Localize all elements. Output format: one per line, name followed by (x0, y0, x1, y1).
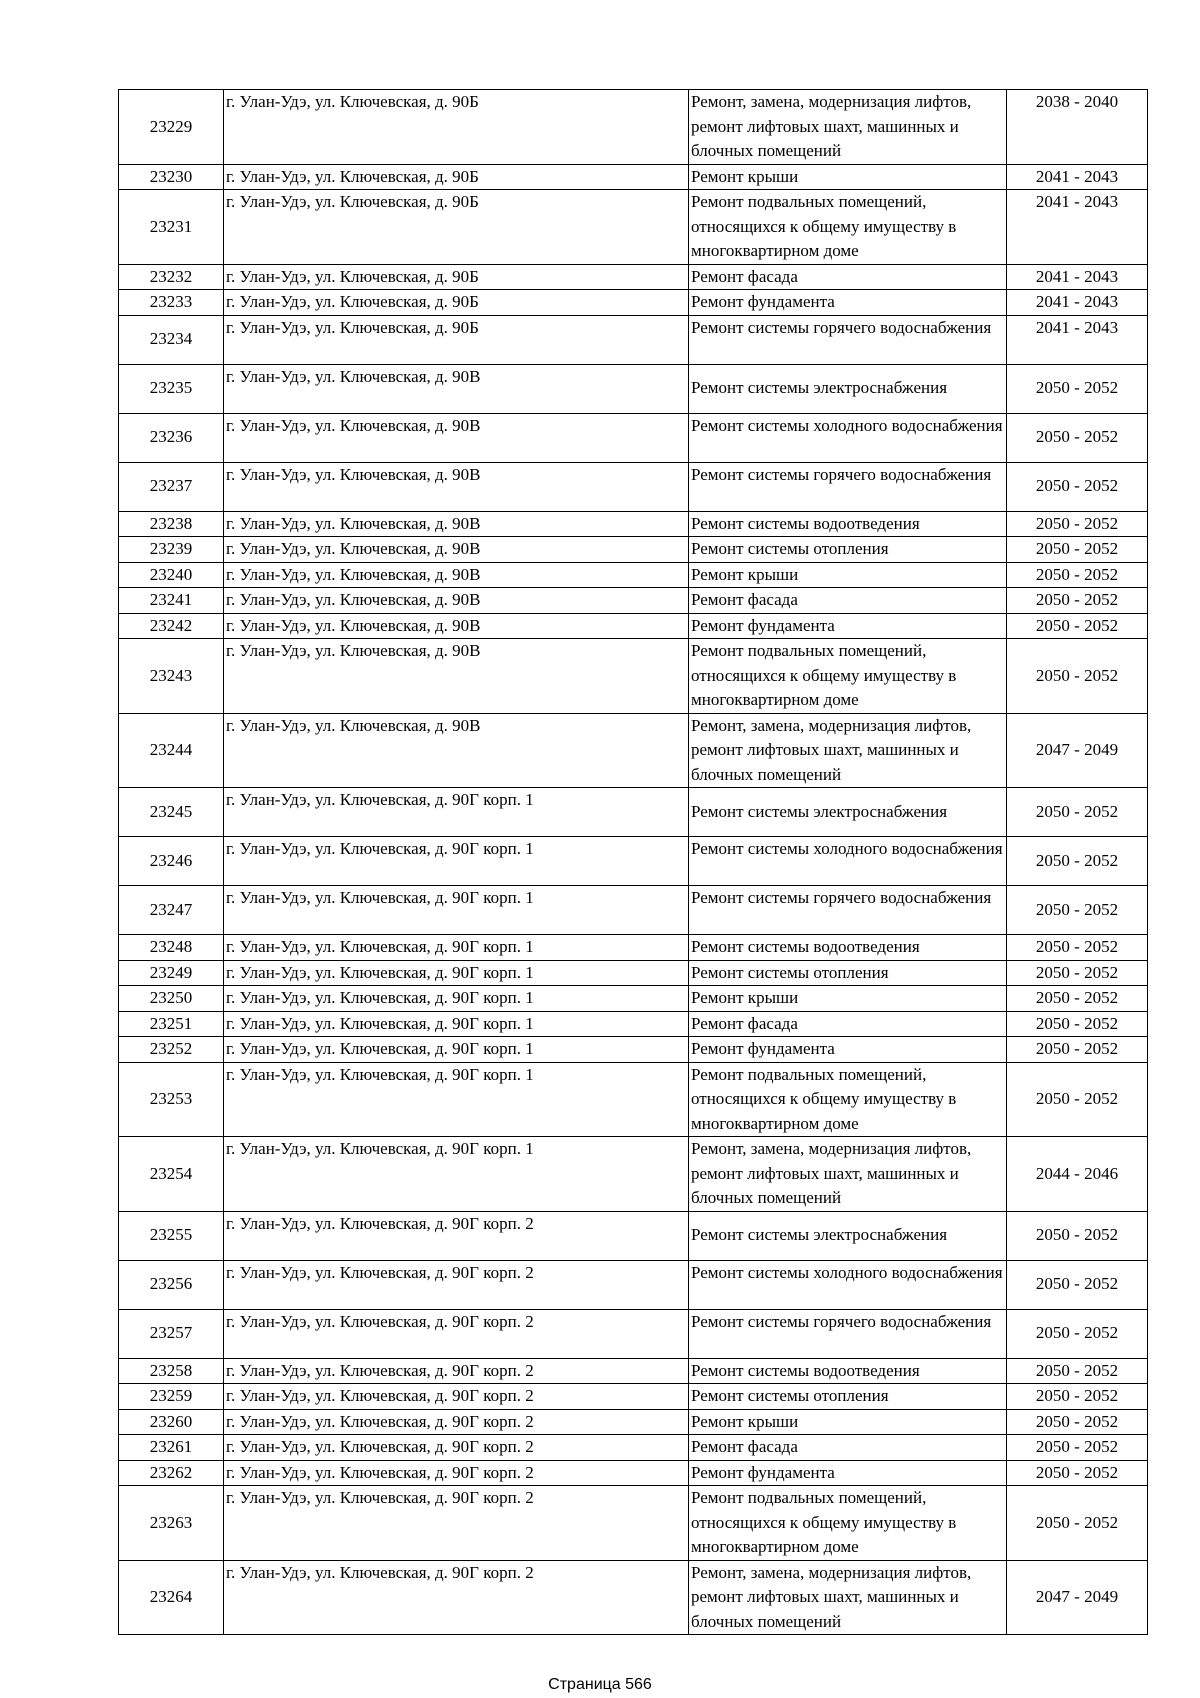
work-type-cell: Ремонт системы отопления (689, 960, 1007, 986)
period-cell: 2041 - 2043 (1007, 315, 1148, 364)
period-cell: 2050 - 2052 (1007, 364, 1148, 413)
table-row (119, 413, 1148, 462)
address-cell: г. Улан-Удэ, ул. Ключевская, д. 90Г корп. 1 (224, 886, 689, 935)
table-row (119, 1560, 1148, 1635)
row-number-cell: 23241 (119, 588, 224, 614)
table-row (119, 1384, 1148, 1410)
address-cell: г. Улан-Удэ, ул. Ключевская, д. 90В (224, 639, 689, 714)
table-row (119, 713, 1148, 788)
work-type-cell: Ремонт, замена, модернизация лифтов, ремонт лифтовых шахт, машинных и блочных помещений (689, 1560, 1007, 1635)
work-type-cell: Ремонт системы горячего водоснабжения (689, 886, 1007, 935)
row-number-cell: 23264 (119, 1560, 224, 1635)
row-number-cell: 23260 (119, 1409, 224, 1435)
table-row (119, 264, 1148, 290)
row-number-cell: 23233 (119, 290, 224, 316)
period-cell: 2050 - 2052 (1007, 1211, 1148, 1260)
table-row (119, 1062, 1148, 1137)
work-type-cell: Ремонт фасада (689, 1435, 1007, 1461)
period-cell: 2050 - 2052 (1007, 462, 1148, 511)
period-cell: 2050 - 2052 (1007, 960, 1148, 986)
work-type-cell: Ремонт системы холодного водоснабжения (689, 413, 1007, 462)
work-type-cell: Ремонт системы горячего водоснабжения (689, 1309, 1007, 1358)
row-number-cell: 23246 (119, 837, 224, 886)
table-row (119, 1211, 1148, 1260)
table-row (119, 1486, 1148, 1561)
table-row (119, 588, 1148, 614)
row-number-cell: 23230 (119, 164, 224, 190)
address-cell: г. Улан-Удэ, ул. Ключевская, д. 90Г корп. 1 (224, 1137, 689, 1212)
work-type-cell: Ремонт подвальных помещений, относящихся к общему имуществу в многоквартирном доме (689, 1062, 1007, 1137)
work-type-cell: Ремонт системы водоотведения (689, 1358, 1007, 1384)
row-number-cell: 23237 (119, 462, 224, 511)
table-row (119, 1409, 1148, 1435)
address-cell: г. Улан-Удэ, ул. Ключевская, д. 90Г корп. 1 (224, 986, 689, 1012)
row-number-cell: 23259 (119, 1384, 224, 1410)
row-number-cell: 23245 (119, 788, 224, 837)
row-number-cell: 23262 (119, 1460, 224, 1486)
work-type-cell: Ремонт системы горячего водоснабжения (689, 462, 1007, 511)
address-cell: г. Улан-Удэ, ул. Ключевская, д. 90Г корп. 1 (224, 1037, 689, 1063)
address-cell: г. Улан-Удэ, ул. Ключевская, д. 90Г корп. 2 (224, 1384, 689, 1410)
period-cell: 2050 - 2052 (1007, 1011, 1148, 1037)
table-row (119, 1435, 1148, 1461)
row-number-cell: 23231 (119, 190, 224, 265)
period-cell: 2050 - 2052 (1007, 1358, 1148, 1384)
period-cell: 2041 - 2043 (1007, 264, 1148, 290)
row-number-cell: 23258 (119, 1358, 224, 1384)
work-type-cell: Ремонт системы холодного водоснабжения (689, 837, 1007, 886)
address-cell: г. Улан-Удэ, ул. Ключевская, д. 90Б (224, 290, 689, 316)
period-cell: 2050 - 2052 (1007, 1384, 1148, 1410)
address-cell: г. Улан-Удэ, ул. Ключевская, д. 90В (224, 613, 689, 639)
table-row (119, 960, 1148, 986)
address-cell: г. Улан-Удэ, ул. Ключевская, д. 90Б (224, 315, 689, 364)
address-cell: г. Улан-Удэ, ул. Ключевская, д. 90В (224, 537, 689, 563)
period-cell: 2038 - 2040 (1007, 90, 1148, 165)
period-cell: 2050 - 2052 (1007, 511, 1148, 537)
row-number-cell: 23248 (119, 935, 224, 961)
work-type-cell: Ремонт фундамента (689, 1037, 1007, 1063)
table-row (119, 613, 1148, 639)
address-cell: г. Улан-Удэ, ул. Ключевская, д. 90Г корп. 1 (224, 935, 689, 961)
table-row (119, 639, 1148, 714)
table-row (119, 511, 1148, 537)
table-row (119, 1260, 1148, 1309)
table-row (119, 1309, 1148, 1358)
row-number-cell: 23252 (119, 1037, 224, 1063)
table-row (119, 190, 1148, 265)
work-type-cell: Ремонт фундамента (689, 1460, 1007, 1486)
period-cell: 2050 - 2052 (1007, 1309, 1148, 1358)
period-cell: 2050 - 2052 (1007, 1435, 1148, 1461)
table-row (119, 537, 1148, 563)
period-cell: 2050 - 2052 (1007, 613, 1148, 639)
period-cell: 2050 - 2052 (1007, 1037, 1148, 1063)
table-row (119, 986, 1148, 1012)
address-cell: г. Улан-Удэ, ул. Ключевская, д. 90Б (224, 190, 689, 265)
row-number-cell: 23249 (119, 960, 224, 986)
work-type-cell: Ремонт системы горячего водоснабжения (689, 315, 1007, 364)
row-number-cell: 23247 (119, 886, 224, 935)
row-number-cell: 23244 (119, 713, 224, 788)
row-number-cell: 23234 (119, 315, 224, 364)
work-type-cell: Ремонт, замена, модернизация лифтов, ремонт лифтовых шахт, машинных и блочных помещений (689, 90, 1007, 165)
table-row (119, 1460, 1148, 1486)
row-number-cell: 23240 (119, 562, 224, 588)
period-cell: 2050 - 2052 (1007, 588, 1148, 614)
work-type-cell: Ремонт подвальных помещений, относящихся к общему имуществу в многоквартирном доме (689, 639, 1007, 714)
table-row (119, 164, 1148, 190)
period-cell: 2050 - 2052 (1007, 1460, 1148, 1486)
address-cell: г. Улан-Удэ, ул. Ключевская, д. 90Г корп. 2 (224, 1309, 689, 1358)
table-row (119, 1137, 1148, 1212)
period-cell: 2050 - 2052 (1007, 1062, 1148, 1137)
work-type-cell: Ремонт системы электроснабжения (689, 1211, 1007, 1260)
table-row (119, 1037, 1148, 1063)
work-type-cell: Ремонт, замена, модернизация лифтов, ремонт лифтовых шахт, машинных и блочных помещений (689, 713, 1007, 788)
address-cell: г. Улан-Удэ, ул. Ключевская, д. 90Г корп. 2 (224, 1358, 689, 1384)
period-cell: 2050 - 2052 (1007, 1486, 1148, 1561)
period-cell: 2050 - 2052 (1007, 837, 1148, 886)
row-number-cell: 23250 (119, 986, 224, 1012)
row-number-cell: 23243 (119, 639, 224, 714)
work-type-cell: Ремонт системы отопления (689, 1384, 1007, 1410)
work-type-cell: Ремонт крыши (689, 562, 1007, 588)
page-number: Страница 566 (548, 1676, 652, 1693)
row-number-cell: 23256 (119, 1260, 224, 1309)
row-number-cell: 23251 (119, 1011, 224, 1037)
row-number-cell: 23239 (119, 537, 224, 563)
address-cell: г. Улан-Удэ, ул. Ключевская, д. 90Б (224, 264, 689, 290)
work-type-cell: Ремонт фундамента (689, 613, 1007, 639)
address-cell: г. Улан-Удэ, ул. Ключевская, д. 90Г корп. 1 (224, 837, 689, 886)
address-cell: г. Улан-Удэ, ул. Ключевская, д. 90В (224, 588, 689, 614)
table-row (119, 837, 1148, 886)
table-row (119, 1011, 1148, 1037)
period-cell: 2050 - 2052 (1007, 788, 1148, 837)
row-number-cell: 23238 (119, 511, 224, 537)
address-cell: г. Улан-Удэ, ул. Ключевская, д. 90Г корп. 2 (224, 1211, 689, 1260)
row-number-cell: 23229 (119, 90, 224, 165)
period-cell: 2050 - 2052 (1007, 537, 1148, 563)
address-cell: г. Улан-Удэ, ул. Ключевская, д. 90В (224, 364, 689, 413)
table-row (119, 1358, 1148, 1384)
address-cell: г. Улан-Удэ, ул. Ключевская, д. 90Г корп. 2 (224, 1409, 689, 1435)
period-cell: 2050 - 2052 (1007, 986, 1148, 1012)
address-cell: г. Улан-Удэ, ул. Ключевская, д. 90В (224, 511, 689, 537)
address-cell: г. Улан-Удэ, ул. Ключевская, д. 90Г корп. 1 (224, 1011, 689, 1037)
period-cell: 2050 - 2052 (1007, 639, 1148, 714)
address-cell: г. Улан-Удэ, ул. Ключевская, д. 90В (224, 462, 689, 511)
work-type-cell: Ремонт подвальных помещений, относящихся к общему имуществу в многоквартирном доме (689, 190, 1007, 265)
row-number-cell: 23242 (119, 613, 224, 639)
row-number-cell: 23254 (119, 1137, 224, 1212)
work-type-cell: Ремонт крыши (689, 1409, 1007, 1435)
address-cell: г. Улан-Удэ, ул. Ключевская, д. 90Г корп. 1 (224, 1062, 689, 1137)
work-type-cell: Ремонт фасада (689, 264, 1007, 290)
work-type-cell: Ремонт подвальных помещений, относящихся к общему имуществу в многоквартирном доме (689, 1486, 1007, 1561)
row-number-cell: 23236 (119, 413, 224, 462)
period-cell: 2050 - 2052 (1007, 1260, 1148, 1309)
period-cell: 2050 - 2052 (1007, 935, 1148, 961)
period-cell: 2041 - 2043 (1007, 190, 1148, 265)
row-number-cell: 23235 (119, 364, 224, 413)
table-row (119, 90, 1148, 165)
address-cell: г. Улан-Удэ, ул. Ключевская, д. 90Г корп. 1 (224, 960, 689, 986)
work-type-cell: Ремонт системы водоотведения (689, 935, 1007, 961)
work-type-cell: Ремонт системы электроснабжения (689, 788, 1007, 837)
repair-schedule-table (118, 89, 1148, 1635)
table-row (119, 290, 1148, 316)
table-body (119, 90, 1148, 1635)
table-row (119, 788, 1148, 837)
address-cell: г. Улан-Удэ, ул. Ключевская, д. 90Б (224, 90, 689, 165)
address-cell: г. Улан-Удэ, ул. Ключевская, д. 90В (224, 413, 689, 462)
table-row (119, 886, 1148, 935)
work-type-cell: Ремонт крыши (689, 164, 1007, 190)
period-cell: 2050 - 2052 (1007, 562, 1148, 588)
work-type-cell: Ремонт крыши (689, 986, 1007, 1012)
address-cell: г. Улан-Удэ, ул. Ключевская, д. 90В (224, 562, 689, 588)
period-cell: 2050 - 2052 (1007, 886, 1148, 935)
address-cell: г. Улан-Удэ, ул. Ключевская, д. 90В (224, 713, 689, 788)
address-cell: г. Улан-Удэ, ул. Ключевская, д. 90Б (224, 164, 689, 190)
period-cell: 2041 - 2043 (1007, 164, 1148, 190)
table-row (119, 462, 1148, 511)
work-type-cell: Ремонт системы электроснабжения (689, 364, 1007, 413)
address-cell: г. Улан-Удэ, ул. Ключевская, д. 90Г корп. 2 (224, 1486, 689, 1561)
row-number-cell: 23232 (119, 264, 224, 290)
address-cell: г. Улан-Удэ, ул. Ключевская, д. 90Г корп. 2 (224, 1260, 689, 1309)
work-type-cell: Ремонт, замена, модернизация лифтов, ремонт лифтовых шахт, машинных и блочных помещений (689, 1137, 1007, 1212)
address-cell: г. Улан-Удэ, ул. Ключевская, д. 90Г корп. 1 (224, 788, 689, 837)
period-cell: 2047 - 2049 (1007, 1560, 1148, 1635)
row-number-cell: 23255 (119, 1211, 224, 1260)
table-row (119, 935, 1148, 961)
period-cell: 2050 - 2052 (1007, 413, 1148, 462)
table-row (119, 562, 1148, 588)
address-cell: г. Улан-Удэ, ул. Ключевская, д. 90Г корп. 2 (224, 1460, 689, 1486)
row-number-cell: 23253 (119, 1062, 224, 1137)
row-number-cell: 23263 (119, 1486, 224, 1561)
work-type-cell: Ремонт системы водоотведения (689, 511, 1007, 537)
table-row (119, 364, 1148, 413)
address-cell: г. Улан-Удэ, ул. Ключевская, д. 90Г корп. 2 (224, 1560, 689, 1635)
work-type-cell: Ремонт фасада (689, 588, 1007, 614)
work-type-cell: Ремонт системы отопления (689, 537, 1007, 563)
address-cell: г. Улан-Удэ, ул. Ключевская, д. 90Г корп. 2 (224, 1435, 689, 1461)
row-number-cell: 23261 (119, 1435, 224, 1461)
period-cell: 2047 - 2049 (1007, 713, 1148, 788)
work-type-cell: Ремонт фундамента (689, 290, 1007, 316)
row-number-cell: 23257 (119, 1309, 224, 1358)
period-cell: 2041 - 2043 (1007, 290, 1148, 316)
work-type-cell: Ремонт системы холодного водоснабжения (689, 1260, 1007, 1309)
period-cell: 2050 - 2052 (1007, 1409, 1148, 1435)
work-type-cell: Ремонт фасада (689, 1011, 1007, 1037)
period-cell: 2044 - 2046 (1007, 1137, 1148, 1212)
table-row (119, 315, 1148, 364)
